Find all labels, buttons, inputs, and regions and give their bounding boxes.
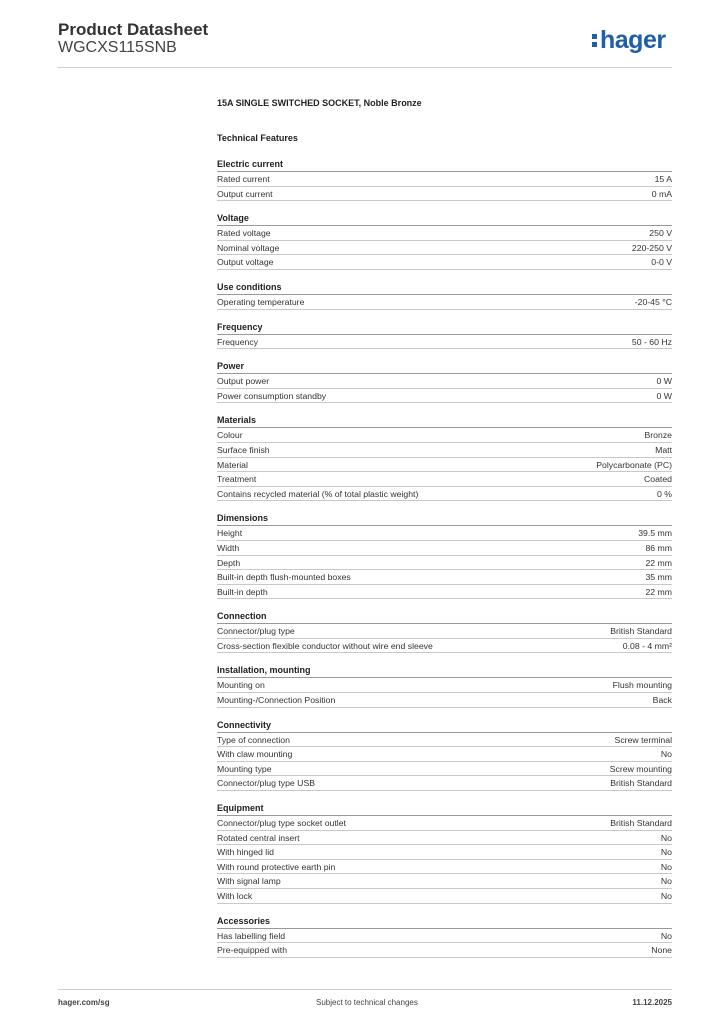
feature-value: No (660, 891, 672, 901)
feature-label: With hinged lid (217, 847, 274, 858)
feature-row (217, 389, 672, 404)
feature-row (217, 172, 672, 187)
feature-value: 86 mm (645, 542, 672, 553)
feature-row (217, 678, 672, 693)
group-title: Accessories (217, 914, 672, 929)
feature-value: British Standard (610, 778, 672, 789)
feature-label: Treatment (217, 474, 257, 485)
group-title: Connection (217, 609, 672, 624)
footer-date: 11.12.2025 (632, 998, 672, 1007)
feature-value: No (660, 749, 672, 760)
feature-label: Width (217, 542, 240, 553)
feature-value: 0 % (657, 488, 672, 499)
feature-row (217, 776, 672, 791)
feature-row (217, 187, 672, 202)
feature-row (217, 556, 672, 571)
feature-group (217, 413, 672, 501)
feature-label: Height (217, 528, 243, 539)
feature-label: Built-in depth (217, 586, 268, 597)
feature-row (217, 255, 672, 270)
feature-value: Matt (655, 444, 672, 455)
feature-value: None (651, 945, 672, 956)
feature-value: Bronze (644, 430, 672, 441)
feature-row (217, 693, 672, 708)
feature-row (217, 585, 672, 600)
feature-value: No (660, 876, 672, 887)
feature-group (217, 718, 672, 791)
feature-label: Frequency (217, 336, 259, 347)
feature-row (217, 816, 672, 831)
feature-row (217, 929, 672, 944)
footer-divider (58, 989, 672, 990)
feature-row (217, 943, 672, 958)
footer-disclaimer: Subject to technical changes (316, 998, 418, 1007)
footer-website: hager.com/sg (58, 998, 110, 1007)
feature-value: 220-250 V (631, 242, 672, 253)
feature-value: Back (652, 695, 672, 706)
header-divider (58, 67, 672, 68)
feature-row (217, 889, 672, 904)
feature-value: Coated (643, 474, 672, 485)
feature-row (217, 458, 672, 473)
feature-value: 22 mm (645, 557, 672, 568)
feature-row (217, 226, 672, 241)
group-title: Dimensions (217, 511, 672, 526)
feature-group (217, 914, 672, 958)
feature-label: Depth (217, 557, 241, 568)
feature-label: Rated current (217, 174, 270, 184)
feature-group (217, 511, 672, 599)
feature-group (217, 359, 672, 403)
feature-row (217, 374, 672, 389)
group-title: Use conditions (217, 280, 672, 295)
feature-label: Connector/plug type socket outlet (217, 818, 346, 829)
feature-row (217, 762, 672, 777)
feature-row (217, 541, 672, 556)
feature-label: Connector/plug type (217, 626, 295, 637)
group-title: Frequency (217, 320, 672, 335)
feature-value: No (660, 861, 672, 872)
feature-value: -20-45 °C (634, 296, 672, 307)
feature-label: Connector/plug type USB (217, 778, 316, 789)
feature-row (217, 472, 672, 487)
feature-row (217, 860, 672, 875)
feature-value: 0-0 V (651, 257, 672, 268)
feature-value: 39.5 mm (638, 528, 672, 539)
feature-label: Mounting-/Connection Position (217, 695, 336, 706)
feature-group (217, 157, 672, 201)
feature-row (217, 443, 672, 458)
feature-label: Pre-equipped with (217, 945, 288, 956)
feature-group (217, 609, 672, 653)
logo-dots-icon (592, 34, 597, 47)
feature-row (217, 295, 672, 310)
feature-value: 250 V (649, 228, 672, 239)
feature-row (217, 733, 672, 748)
group-title: Connectivity (217, 718, 672, 733)
feature-value: 0 W (656, 376, 672, 387)
feature-value: 0.08 - 4 mm² (622, 640, 672, 651)
feature-value: Polycarbonate (PC) (596, 459, 672, 470)
group-title: Installation, mounting (217, 663, 672, 678)
logo-text: hager (600, 26, 666, 54)
feature-label: Output power (217, 376, 270, 387)
feature-row (217, 831, 672, 846)
feature-label: Mounting type (217, 763, 272, 774)
feature-row (217, 570, 672, 585)
feature-groups (217, 157, 672, 958)
feature-group (217, 320, 672, 350)
feature-label: With signal lamp (217, 876, 281, 887)
feature-value: No (660, 847, 672, 858)
feature-value: 0 W (656, 390, 672, 401)
feature-value: 22 mm (645, 586, 672, 597)
feature-value: No (660, 930, 672, 941)
feature-label: With lock (217, 891, 253, 901)
feature-label: Contains recycled material (% of total plastic weight) (217, 488, 419, 499)
feature-value: British Standard (610, 818, 672, 829)
feature-label: Nominal voltage (217, 242, 280, 253)
feature-value: Flush mounting (612, 680, 672, 691)
feature-label: Type of connection (217, 734, 290, 745)
feature-label: Power consumption standby (217, 390, 327, 401)
feature-label: Colour (217, 430, 243, 441)
feature-label: Built-in depth flush-mounted boxes (217, 572, 351, 583)
feature-label: Cross-section flexible conductor without wire end sleeve (217, 640, 433, 651)
feature-label: Material (217, 459, 248, 470)
feature-row (217, 747, 672, 762)
feature-label: Has labelling field (217, 930, 286, 941)
feature-row (217, 624, 672, 639)
feature-label: Output voltage (217, 257, 274, 268)
feature-value: No (660, 832, 672, 843)
feature-group (217, 663, 672, 707)
feature-value: Screw terminal (614, 734, 672, 745)
feature-row (217, 428, 672, 443)
feature-group (217, 211, 672, 270)
group-title: Voltage (217, 211, 672, 226)
datasheet-body (217, 96, 672, 968)
feature-row (217, 487, 672, 502)
feature-label: Mounting on (217, 680, 265, 691)
product-code: WGCXS115SNB (58, 39, 177, 56)
feature-value: British Standard (610, 626, 672, 637)
feature-value: 0 mA (651, 188, 672, 199)
feature-value: 50 - 60 Hz (631, 336, 672, 347)
group-title: Power (217, 359, 672, 374)
feature-label: Rotated central insert (217, 832, 300, 843)
feature-label: With round protective earth pin (217, 861, 336, 872)
feature-value: 35 mm (645, 572, 672, 583)
group-title: Electric current (217, 157, 672, 172)
feature-label: Output current (217, 188, 273, 199)
feature-value: 15 A (654, 174, 672, 184)
feature-value: Screw mounting (609, 763, 672, 774)
feature-label: Surface finish (217, 444, 270, 455)
feature-row (217, 845, 672, 860)
hager-logo (592, 28, 666, 53)
group-title: Equipment (217, 801, 672, 816)
feature-label: Rated voltage (217, 228, 271, 239)
header-title: Product Datasheet (58, 20, 209, 39)
product-name: 15A SINGLE SWITCHED SOCKET, Noble Bronze (217, 98, 422, 108)
feature-group (217, 280, 672, 310)
section-title: Technical Features (217, 133, 298, 143)
feature-group (217, 801, 672, 904)
feature-row (217, 241, 672, 256)
feature-row (217, 526, 672, 541)
feature-row (217, 335, 672, 350)
feature-label: With claw mounting (217, 749, 293, 760)
feature-row (217, 639, 672, 654)
group-title: Materials (217, 413, 672, 428)
feature-label: Operating temperature (217, 296, 305, 307)
feature-row (217, 874, 672, 889)
